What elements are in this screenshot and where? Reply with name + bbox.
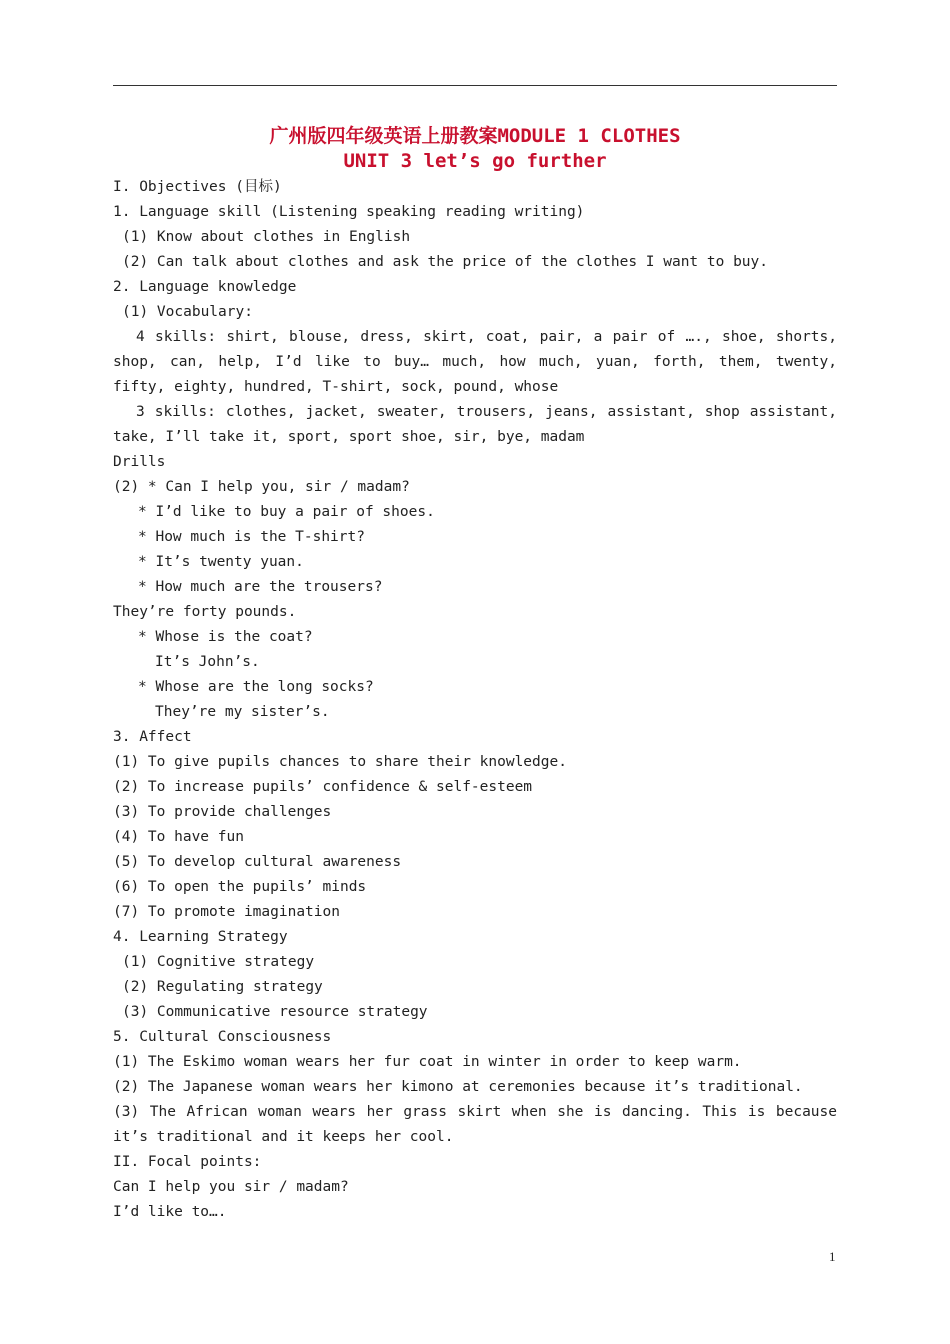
text-line: (1) Vocabulary: — [122, 304, 253, 320]
text-line: (2) The Japanese woman wears her kimono at ceremonies because it’s traditional. — [113, 1079, 803, 1095]
text-line: (1) Know about clothes in English — [122, 229, 411, 245]
text-line: 4 skills: shirt, blouse, dress, skirt, coat, pair, a pair of …., shoe, shorts, — [136, 329, 837, 345]
text-line: (5) To develop cultural awareness — [113, 854, 402, 870]
text-line: shop, can, help, I’d like to buy… much, how much, yuan, forth, them, twenty, — [113, 354, 837, 370]
text-line: They’re my sister’s. — [155, 704, 330, 720]
text-line: 4. Learning Strategy — [113, 929, 288, 945]
text-line: (7) To promote imagination — [113, 904, 340, 920]
text-line: 1. Language skill (Listening speaking reading writing) — [113, 204, 585, 220]
text-line: I. Objectives (目标) — [113, 179, 282, 195]
header-rule — [113, 85, 837, 86]
text-line: (4) To have fun — [113, 829, 244, 845]
text-line: 5. Cultural Consciousness — [113, 1029, 332, 1045]
document-body — [113, 175, 837, 1225]
page-number: 1 — [829, 1249, 836, 1264]
text-line: 3. Affect — [113, 729, 192, 745]
text-line: II. Focal points: — [113, 1154, 262, 1170]
document-subtitle: UNIT 3 let’s go further — [343, 150, 607, 172]
text-line: (2) * Can I help you, sir / madam? — [113, 479, 410, 495]
text-line: * Whose are the long socks? — [138, 679, 374, 695]
text-line: it’s traditional and it keeps her cool. — [113, 1129, 454, 1145]
text-line: (3) Communicative resource strategy — [122, 1004, 428, 1020]
text-line: (2) Regulating strategy — [122, 979, 323, 995]
text-line: Drills — [113, 454, 166, 470]
text-line: * I’d like to buy a pair of shoes. — [138, 504, 435, 520]
text-line: (6) To open the pupils’ minds — [113, 879, 367, 895]
text-line: * Whose is the coat? — [138, 629, 313, 645]
text-line: * How much is the T-shirt? — [138, 529, 365, 545]
text-line: (1) The Eskimo woman wears her fur coat in winter in order to keep warm. — [113, 1054, 742, 1070]
text-line: Can I help you sir / madam? — [113, 1179, 349, 1195]
text-line: 2. Language knowledge — [113, 279, 297, 295]
text-line: 3 skills: clothes, jacket, sweater, trousers, jeans, assistant, shop assistant, — [136, 404, 837, 420]
text-line: They’re forty pounds. — [113, 604, 297, 620]
text-line: * It’s twenty yuan. — [138, 554, 304, 570]
text-line: It’s John’s. — [155, 654, 260, 670]
text-line: (1) To give pupils chances to share their knowledge. — [113, 754, 567, 770]
text-line: fifty, eighty, hundred, T-shirt, sock, pound, whose — [113, 379, 559, 395]
text-line: * How much are the trousers? — [138, 579, 383, 595]
text-line: (1) Cognitive strategy — [122, 954, 315, 970]
text-line: (3) To provide challenges — [113, 804, 332, 820]
document-title: 广州版四年级英语上册教案MODULE 1 CLOTHES — [269, 125, 681, 147]
text-line: I’d like to…. — [113, 1204, 227, 1220]
text-line: (3) The African woman wears her grass skirt when she is dancing. This is because — [113, 1104, 837, 1120]
text-line: (2) Can talk about clothes and ask the price of the clothes I want to buy. — [122, 254, 769, 270]
text-line: (2) To increase pupils’ confidence & self-esteem — [113, 779, 533, 795]
text-line: take, I’ll take it, sport, sport shoe, sir, bye, madam — [113, 429, 585, 445]
